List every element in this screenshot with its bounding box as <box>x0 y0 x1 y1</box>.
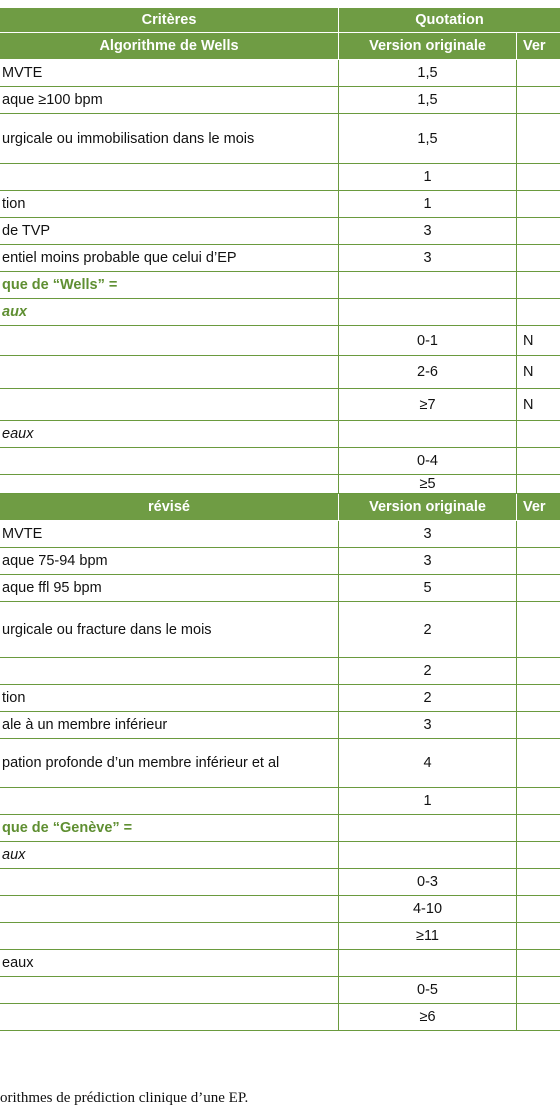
geneva-col-original: Version originale <box>338 494 516 520</box>
criterion-label <box>0 1004 338 1030</box>
criteria-table <box>0 8 560 1031</box>
score-value <box>338 815 516 841</box>
criterion-label <box>0 923 338 949</box>
table-row <box>0 448 560 475</box>
wells-title: Algorithme de Wells <box>99 38 239 54</box>
geneva-title: révisé <box>148 499 190 515</box>
criterion-label: ale à un membre inférieur <box>2 717 168 733</box>
other-version-value <box>516 896 560 922</box>
table-row <box>0 60 560 87</box>
score-value <box>338 842 516 868</box>
table-row <box>0 658 560 685</box>
other-version-value: N <box>516 389 560 420</box>
criterion-label: MVTE <box>2 65 43 81</box>
table-row <box>0 191 560 218</box>
table-row <box>0 815 560 842</box>
score-value: 3 <box>338 218 516 244</box>
score-value: 3 <box>338 521 516 547</box>
criterion-label <box>0 977 338 1003</box>
criterion-label <box>0 448 338 474</box>
score-value: 2-6 <box>338 356 516 388</box>
score-value: ≥5 <box>338 475 516 493</box>
other-version-value <box>516 448 560 474</box>
table-row <box>0 245 560 272</box>
criterion-label: aux <box>2 847 26 863</box>
table-row <box>0 548 560 575</box>
score-value: ≥11 <box>338 923 516 949</box>
table-row <box>0 977 560 1004</box>
criterion-label: eaux <box>2 426 34 442</box>
criterion-label: aux <box>2 304 27 320</box>
score-value <box>338 950 516 976</box>
table-row <box>0 896 560 923</box>
criterion-label: pation profonde d’un membre inférieur et al <box>2 755 280 771</box>
table-header-row <box>0 8 560 33</box>
score-value: 3 <box>338 712 516 738</box>
criterion-label <box>0 658 338 684</box>
other-version-value <box>516 521 560 547</box>
table-row <box>0 164 560 191</box>
criteria-header: Critères <box>141 12 197 28</box>
geneva-rows <box>0 521 560 1031</box>
other-version-value <box>516 923 560 949</box>
other-version-value <box>516 739 560 787</box>
other-version-value <box>516 842 560 868</box>
table-row <box>0 114 560 164</box>
other-version-value <box>516 272 560 298</box>
score-value: 2 <box>338 658 516 684</box>
criterion-label: urgicale ou fracture dans le mois <box>2 621 212 638</box>
criterion-label: aque 75-94 bpm <box>2 553 108 569</box>
score-value: 4-10 <box>338 896 516 922</box>
other-version-value <box>516 218 560 244</box>
score-value: ≥7 <box>338 389 516 420</box>
other-version-value <box>516 950 560 976</box>
other-version-value: N <box>516 356 560 388</box>
criterion-label: aque ffl 95 bpm <box>2 580 102 596</box>
table-row <box>0 389 560 421</box>
other-version-value <box>516 712 560 738</box>
table-row <box>0 326 560 356</box>
table-row <box>0 950 560 977</box>
other-version-value <box>516 60 560 86</box>
table-row <box>0 475 560 494</box>
table-row <box>0 685 560 712</box>
score-value: 3 <box>338 548 516 574</box>
table-row <box>0 739 560 788</box>
other-version-value <box>516 421 560 447</box>
score-value: 0-1 <box>338 326 516 355</box>
criterion-label <box>0 356 338 388</box>
score-value: 1,5 <box>338 60 516 86</box>
criterion-label <box>0 475 338 493</box>
criterion-label: aque ≥100 bpm <box>2 92 103 108</box>
other-version-value <box>516 87 560 113</box>
other-version-value <box>516 548 560 574</box>
other-version-value <box>516 815 560 841</box>
score-value: 2 <box>338 602 516 657</box>
other-version-value <box>516 164 560 190</box>
table-caption: orithmes de prédiction clinique d’une EP. <box>0 1090 249 1106</box>
criterion-label <box>0 788 338 814</box>
other-version-value <box>516 869 560 895</box>
wells-col-original: Version originale <box>338 33 516 59</box>
criterion-label: eaux <box>2 955 34 971</box>
quotation-header: Quotation <box>338 8 560 32</box>
table-row <box>0 869 560 896</box>
score-value: 0-4 <box>338 448 516 474</box>
criterion-label: tion <box>2 196 26 212</box>
other-version-value <box>516 658 560 684</box>
criterion-label: que de “Genève” = <box>2 820 133 836</box>
score-value: 1 <box>338 788 516 814</box>
table-row <box>0 421 560 448</box>
other-version-value <box>516 475 560 493</box>
table-row <box>0 842 560 869</box>
criterion-label: que de “Wells” = <box>2 277 118 293</box>
score-value: 2 <box>338 685 516 711</box>
criterion-label <box>0 389 338 420</box>
other-version-value <box>516 602 560 657</box>
wells-rows <box>0 60 560 494</box>
other-version-value: N <box>516 326 560 355</box>
table-row <box>0 272 560 299</box>
score-value: 0-5 <box>338 977 516 1003</box>
other-version-value <box>516 1004 560 1030</box>
other-version-value <box>516 245 560 271</box>
criterion-label: MVTE <box>2 526 43 542</box>
other-version-value <box>516 788 560 814</box>
criterion-label: de TVP <box>2 223 51 239</box>
other-version-value <box>516 299 560 325</box>
other-version-value <box>516 191 560 217</box>
other-version-value <box>516 575 560 601</box>
criterion-label <box>0 869 338 895</box>
score-value <box>338 299 516 325</box>
score-value: 1,5 <box>338 114 516 163</box>
score-value: 1 <box>338 164 516 190</box>
geneva-header-row <box>0 494 560 521</box>
table-row <box>0 299 560 326</box>
table-row <box>0 356 560 389</box>
score-value <box>338 421 516 447</box>
table-row <box>0 923 560 950</box>
other-version-value <box>516 685 560 711</box>
wells-header-row <box>0 33 560 60</box>
score-value: ≥6 <box>338 1004 516 1030</box>
table-row <box>0 602 560 658</box>
table-row <box>0 87 560 114</box>
criterion-label: urgicale ou immobilisation dans le mois <box>2 130 255 147</box>
table-row <box>0 788 560 815</box>
score-value: 5 <box>338 575 516 601</box>
other-version-value <box>516 977 560 1003</box>
criterion-label <box>0 164 338 190</box>
score-value: 3 <box>338 245 516 271</box>
score-value: 1 <box>338 191 516 217</box>
score-value: 0-3 <box>338 869 516 895</box>
table-row <box>0 575 560 602</box>
score-value <box>338 272 516 298</box>
criterion-label <box>0 326 338 355</box>
table-row <box>0 712 560 739</box>
wells-col-other: Ver <box>516 33 560 59</box>
geneva-col-other: Ver <box>516 494 560 520</box>
other-version-value <box>516 114 560 163</box>
criterion-label: tion <box>2 690 26 706</box>
table-row <box>0 218 560 245</box>
score-value: 4 <box>338 739 516 787</box>
criterion-label: entiel moins probable que celui d’EP <box>2 250 237 266</box>
table-row <box>0 1004 560 1031</box>
table-row <box>0 521 560 548</box>
criterion-label <box>0 896 338 922</box>
score-value: 1,5 <box>338 87 516 113</box>
